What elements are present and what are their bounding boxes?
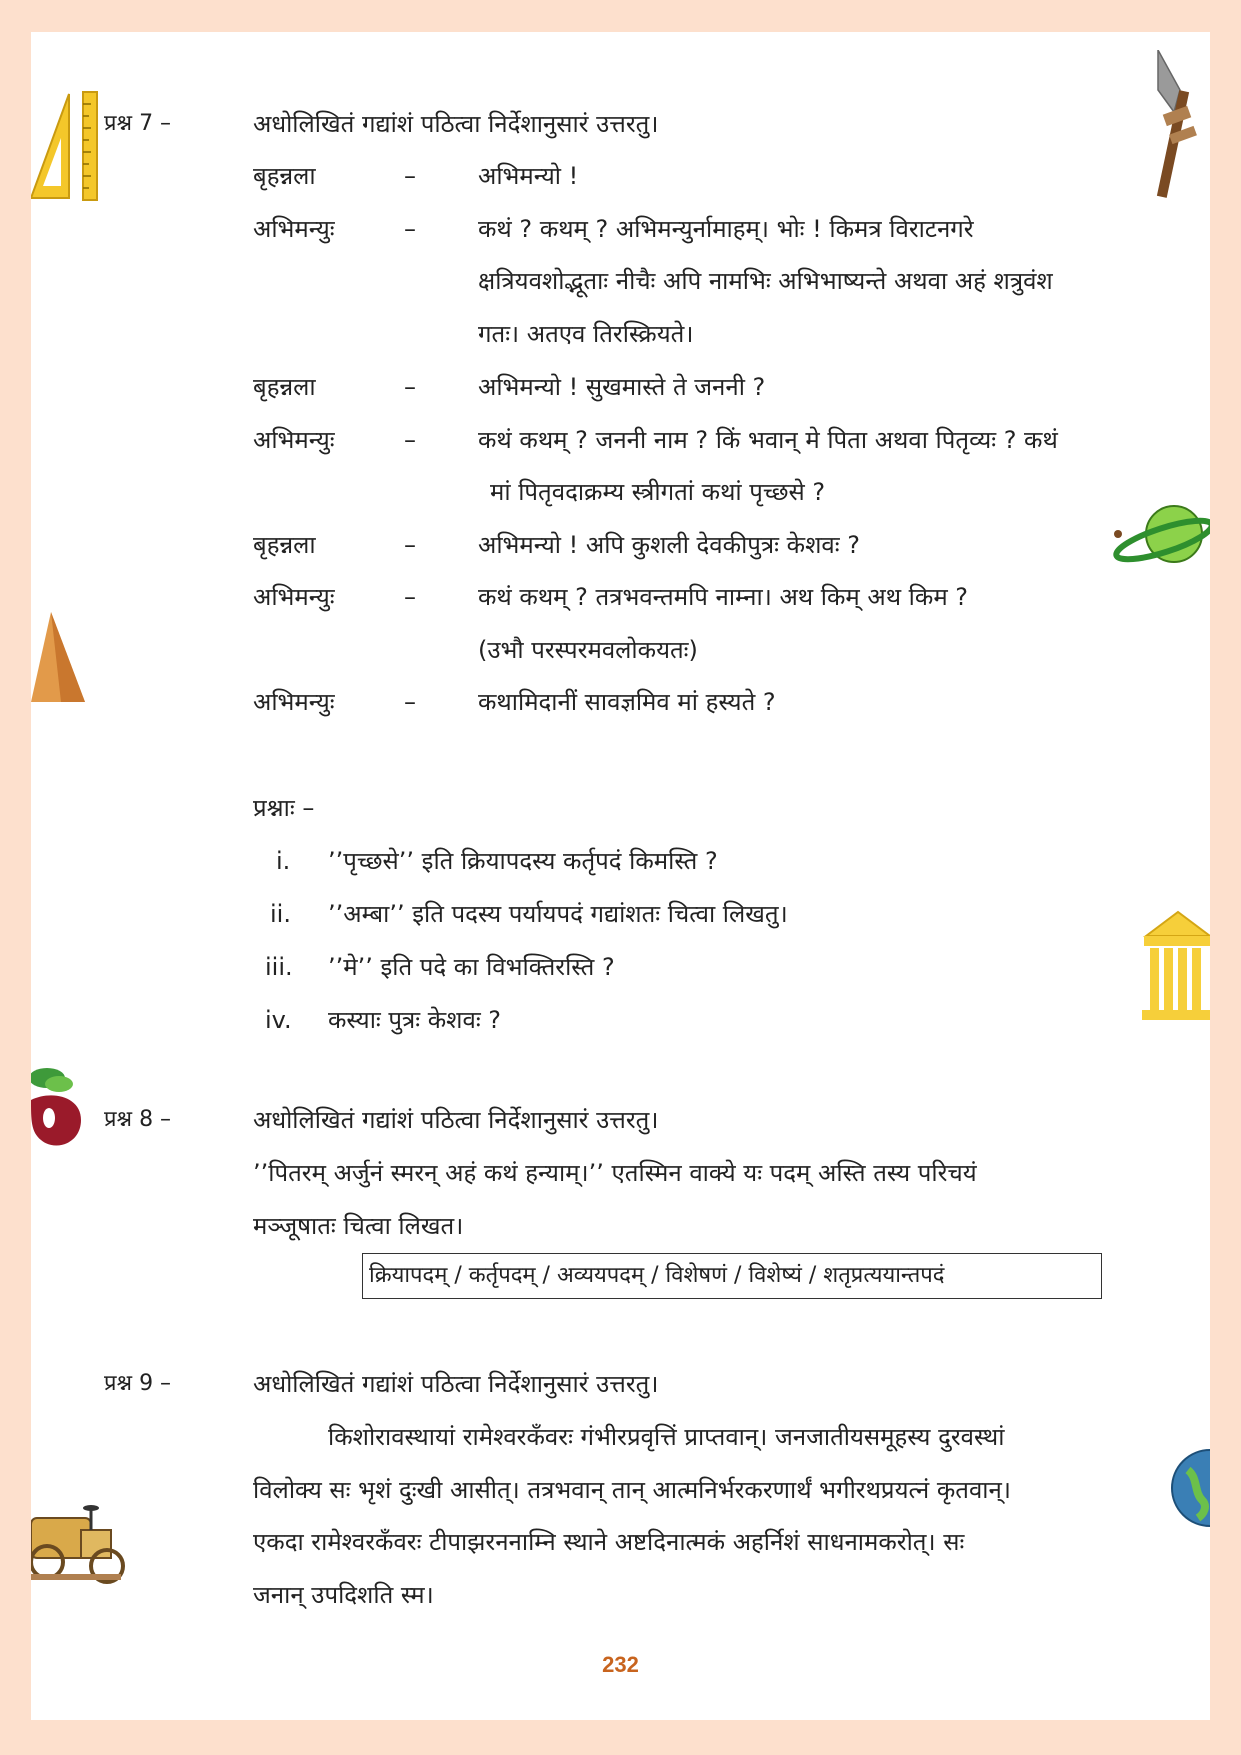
page-number: 232 [602, 1652, 639, 1677]
dialogue-speaker: अभिमन्युः [253, 583, 335, 611]
question-number: i. [276, 847, 291, 875]
dialogue-line: क्षत्रियवशोद्भूताः नीचैः अपि नामभिः अभिभाष्यन्ते अथवा अहं शत्रुवंश [478, 267, 1053, 295]
word-box: क्रियापदम् / कर्तृपदम् / अव्ययपदम् / विशेषणं / विशेष्यं / शतृप्रत्ययान्तपदं [362, 1253, 1102, 1299]
greek-temple-icon [1140, 910, 1210, 1022]
dialogue-line: अभिमन्यो ! सुखमास्ते ते जननी ? [478, 373, 766, 401]
question-7-label: प्रश्न 7 – [104, 111, 172, 136]
dialogue-speaker: अभिमन्युः [253, 426, 335, 454]
dialogue-dash: – [404, 426, 416, 454]
stone-axe-icon [1150, 50, 1210, 200]
dialogue-dash: – [404, 162, 416, 190]
question-text: कस्याः पुत्रः केशवः ? [328, 1006, 502, 1034]
dialogue-line: मां पितृवदाक्रम्य स्त्रीगतां कथां पृच्छसे ? [490, 478, 826, 506]
question-text: ’’अम्बा’’ इति पदस्य पर्यायपदं गद्यांशतः चित्वा लिखतु। [328, 900, 788, 928]
dialogue-speaker: अभिमन्युः [253, 215, 335, 243]
passage-line: एकदा रामेश्वरकँवरः टीपाझरननाम्नि स्थाने अष्टदिनात्मकं अहर्निशं साधनामकरोत्। सः [253, 1528, 965, 1556]
dialogue-dash: – [404, 583, 416, 611]
dialogue-speaker: बृहन्नला [253, 531, 316, 559]
globe-icon [1168, 1448, 1210, 1528]
dialogue-line: कथं कथम् ? तत्रभवन्तमपि नाम्ना। अथ किम् अथ किम ? [478, 583, 969, 611]
dialogue-speaker: बृहन्नला [253, 162, 316, 190]
dialogue-dash: – [404, 688, 416, 716]
question-number: ii. [270, 900, 291, 928]
antique-car-icon [31, 1500, 127, 1590]
question-7-instruction: अधोलिखितं गद्यांशं पठित्वा निर्देशानुसारं उत्तरतु। [253, 110, 659, 138]
questions-heading: प्रश्नाः – [253, 794, 315, 822]
dialogue-line: कथं कथम् ? जननी नाम ? किं भवान् मे पिता अथवा पितृव्यः ? कथं [478, 426, 1058, 454]
question-8-sentence: ’’पितरम् अर्जुनं स्मरन् अहं कथं हन्याम्।’’ एतस्मिन वाक्ये यः पदम् अस्ति तस्य परिचयं [253, 1159, 977, 1187]
question-8-instruction: अधोलिखितं गद्यांशं पठित्वा निर्देशानुसारं उत्तरतु। [253, 1106, 659, 1134]
question-text: ’’पृच्छसे’’ इति क्रियापदस्य कर्तृपदं किमस्ति ? [328, 847, 718, 875]
question-number: iii. [265, 953, 293, 981]
planet-icon [1108, 500, 1210, 570]
dialogue-line: (उभौ परस्परमवलोकयतः) [478, 636, 698, 664]
dialogue-dash: – [404, 373, 416, 401]
question-number: iv. [265, 1006, 292, 1034]
passage-line: विलोक्य सः भृशं दुःखी आसीत्। तत्रभवान् तान् आत्मनिर्भरकरणार्थं भगीरथप्रयत्नं कृतवान्। [253, 1476, 1011, 1504]
dialogue-line: गतः। अतएव तिरस्क्रियते। [478, 320, 694, 348]
dialogue-speaker: अभिमन्युः [253, 688, 335, 716]
dialogue-line: अभिमन्यो ! अपि कुशली देवकीपुत्रः केशवः ? [478, 531, 860, 559]
pyramid-icon [31, 612, 87, 704]
dialogue-line: कथं ? कथम् ? अभिमन्युर्नामाहम्। भोः ! किमत्र विराटनगरे [478, 215, 974, 243]
dialogue-line: कथामिदानीं सावज्ञमिव मां हस्यते ? [478, 688, 776, 716]
dialogue-dash: – [404, 215, 416, 243]
question-8-sentence-cont: मञ्जूषातः चित्वा लिखत। [253, 1212, 464, 1240]
question-8-label: प्रश्न 8 – [104, 1107, 172, 1132]
question-text: ’’मे’’ इति पदे का विभक्तिरस्ति ? [328, 953, 615, 981]
dialogue-line: अभिमन्यो ! [478, 162, 579, 190]
fruit-leaf-icon [31, 1060, 86, 1170]
question-9-label: प्रश्न 9 – [104, 1371, 172, 1396]
passage-line: जनान् उपदिशति स्म। [253, 1581, 434, 1609]
passage-line: किशोरावस्थायां रामेश्वरकँवरः गंभीरप्रवृत्तिं प्राप्तवान्। जनजातीयसमूहस्य दुरवस्थां [328, 1423, 1005, 1451]
dialogue-speaker: बृहन्नला [253, 373, 316, 401]
question-9-instruction: अधोलिखितं गद्यांशं पठित्वा निर्देशानुसारं उत्तरतु। [253, 1370, 659, 1398]
set-square-ruler-icon [31, 90, 101, 202]
dialogue-dash: – [404, 531, 416, 559]
